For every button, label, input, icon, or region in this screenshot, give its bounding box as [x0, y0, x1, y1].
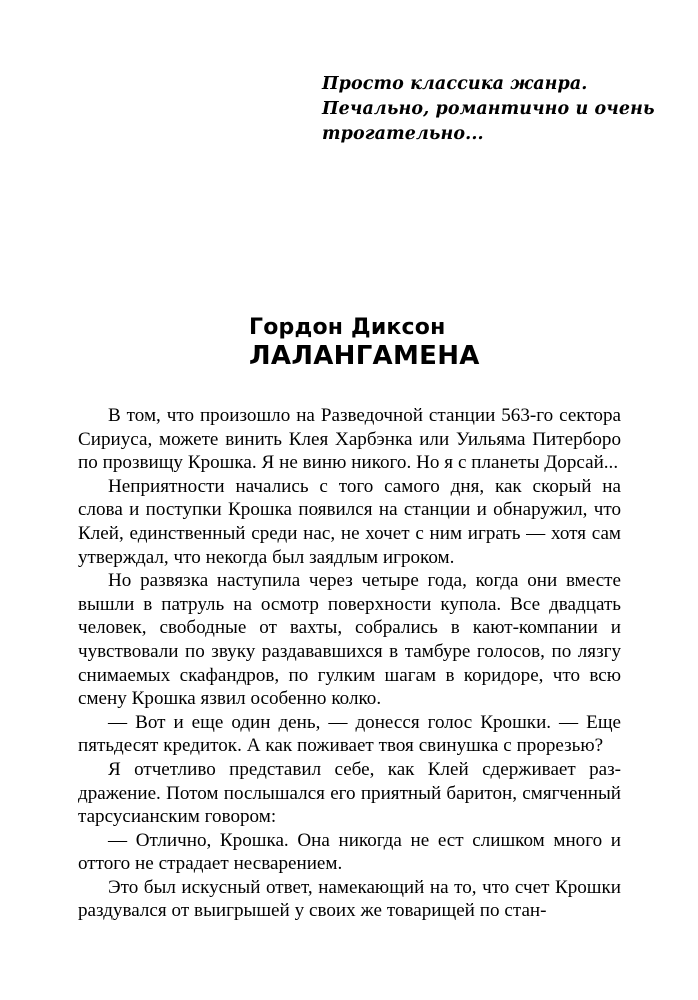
epigraph: [322, 72, 655, 147]
body-text: [78, 404, 621, 923]
paragraph: В том, что произошло на Разведочной станции 563-го сектора Сириуса, можете винить Клея Харбэнка или Уильяма Питерборо по прозвищу Крошка. Я не виню никого. Но я с планеты Дорсай...: [78, 405, 621, 474]
paragraph: — Отлично, Крошка. Она никогда не ест слишком много и оттого не страдает несварением.: [78, 829, 621, 875]
paragraph: Неприятности начались с того самого дня, как скорый на слова и поступки Крошка появился на станции и обнаружил, что Клей, единственный среди нас, не хочет с ним играть — хотя сам утверждал, что некогда был заядлым игроком.: [78, 475, 621, 568]
paragraph: Это был искусный ответ, намекающий на то, что счет Крошки раздувался от выигрышей у своих же товарищей по стан-: [78, 876, 621, 922]
paragraph: Но развязка наступила через четыре года, когда они вместе вышли в патруль на осмотр поверхности купола. Все двадцать человек, свободные от вахты, собрались в кают-компании и чувствовали по звуку раздававшихся в тамбуре голосов, по лязгу снимаемых скафандров, по гулким шагам в коридоре, что всю смену Крошка язвил особенно колко.: [78, 570, 621, 710]
story-title: ЛАЛАНГАМЕНА: [249, 341, 480, 371]
epigraph-line-2: Печально, романтично и очень: [322, 99, 655, 119]
paragraph: Я отчетливо представил себе, как Клей сдерживает раздражение. Потом послышался его приятный баритон, смягченный тарсусианским говором:: [78, 758, 621, 828]
title-block: [249, 314, 569, 372]
paragraph: — Вот и еще один день, — донесся голос Крошки. — Еще пятьдесят кредиток. А как поживает твоя свинушка с прорезью?: [78, 711, 621, 757]
epigraph-line-1: Просто классика жанра.: [322, 74, 588, 94]
epigraph-line-3: трогательно...: [322, 124, 484, 144]
author-name: Гордон Диксон: [249, 315, 446, 340]
